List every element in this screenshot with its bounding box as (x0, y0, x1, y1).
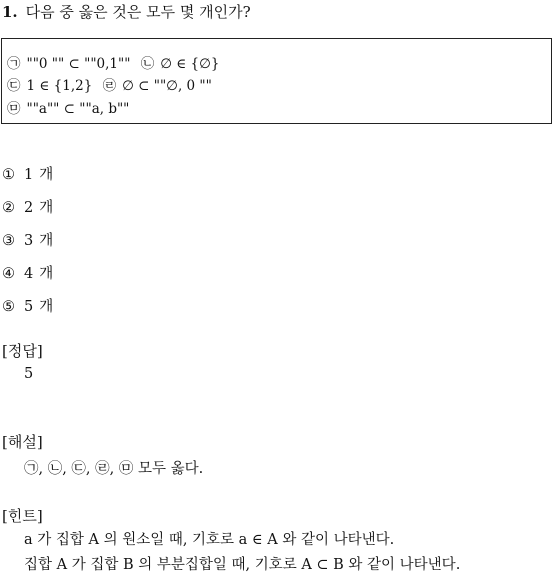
option-3[interactable] (2, 229, 53, 250)
option-3-value: 3 (24, 233, 34, 249)
hint-line-2: 집합 A 가 집합 B 의 부분집합일 때, 기호로 A ⊂ B 와 같이 나타낸다. (24, 557, 461, 573)
option-4-unit: 개 (39, 266, 54, 282)
option-2[interactable] (2, 196, 53, 217)
hint-label: [힌트] (2, 507, 43, 525)
option-4-marker: ④ (2, 266, 15, 282)
option-5-value: 5 (24, 299, 34, 315)
hint-line-1: a 가 집합 A 의 원소일 때, 기호로 a ∈ A 와 같이 나타낸다. (24, 532, 395, 548)
option-2-value: 2 (24, 200, 34, 216)
answer-value: 5 (24, 366, 34, 382)
question-number: 1. (2, 3, 18, 21)
question (2, 1, 251, 22)
option-3-unit: 개 (39, 233, 54, 249)
statement-ma-label: ㉤ (7, 101, 21, 117)
option-1-marker: ① (2, 167, 15, 183)
option-4[interactable] (2, 262, 53, 283)
statement-line-2 (7, 74, 218, 94)
statement-line-3 (7, 97, 135, 117)
statement-line-1 (7, 52, 226, 72)
option-4-value: 4 (24, 266, 34, 282)
option-1[interactable] (2, 163, 53, 184)
statement-ra-text: ∅ ⊂ ""∅, 0 "" (122, 78, 212, 94)
option-2-unit: 개 (39, 200, 54, 216)
statement-box (1, 38, 552, 124)
option-2-marker: ② (2, 200, 15, 216)
option-5[interactable] (2, 295, 53, 316)
statement-da-label: ㉢ (7, 78, 21, 94)
statement-ra-label: ㉣ (102, 78, 117, 94)
option-5-unit: 개 (39, 299, 54, 315)
question-text: 다음 중 옳은 것은 모두 몇 개인가? (25, 3, 251, 21)
option-1-value: 1 (24, 167, 34, 183)
option-3-marker: ③ (2, 233, 15, 249)
statement-ma-text: ""a"" ⊂ ""a, b"" (26, 101, 130, 117)
option-1-unit: 개 (39, 167, 54, 183)
statement-na-text: ∅ ∈ {∅} (160, 56, 220, 72)
explanation-label: [해설] (2, 433, 43, 451)
statement-na-label: ㉡ (140, 56, 155, 72)
option-5-marker: ⑤ (2, 299, 15, 315)
answer-label: [정답] (2, 342, 43, 360)
explanation-text: ㉠, ㉡, ㉢, ㉣, ㉤ 모두 옳다. (24, 461, 204, 477)
statement-ga-text: ""0 "" ⊂ ""0,1"" (26, 56, 131, 72)
statement-da-text: 1 ∈ {1,2} (26, 78, 93, 94)
statement-ga-label: ㉠ (7, 56, 21, 72)
